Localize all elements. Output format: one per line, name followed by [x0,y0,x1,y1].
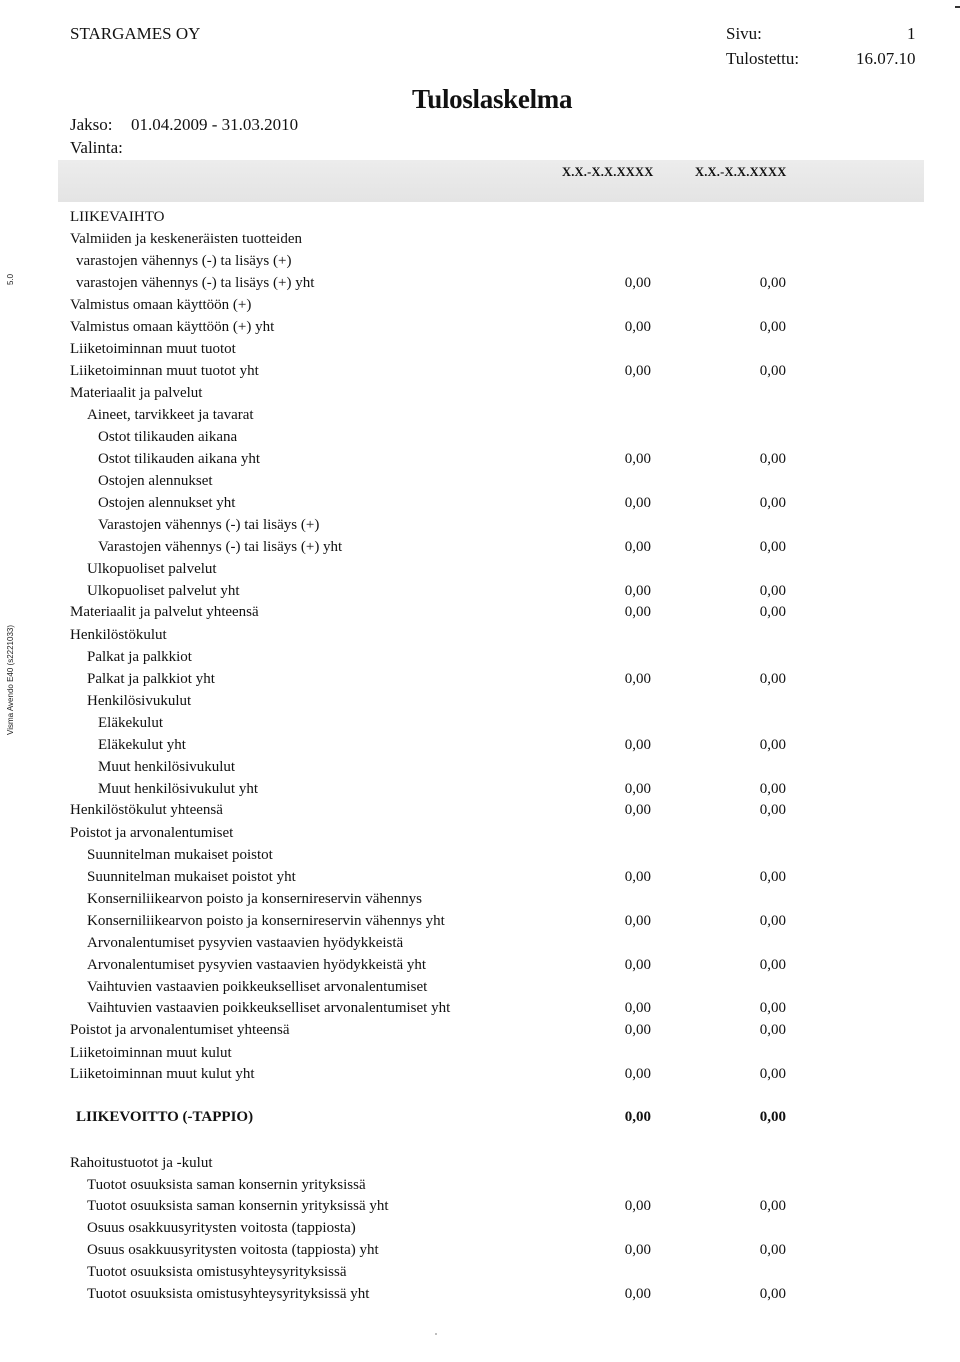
row-label: Varastojen vähennys (-) tai lisäys (+) [98,517,320,533]
statement-row [0,581,960,603]
row-value-current: 0,00 [624,275,651,291]
row-value-previous: 0,00 [759,539,786,555]
statement-row [0,911,960,933]
row-label: Suunnitelman mukaiset poistot [87,847,273,863]
row-label: Liiketoiminnan muut kulut [70,1045,232,1061]
row-value-current: 0,00 [624,957,651,973]
column-header-band [58,160,924,202]
statement-row [0,339,960,361]
statement-row [0,471,960,493]
printed-date: 16.07.10 [856,49,916,68]
statement-row [0,1043,960,1065]
row-label: Poistot ja arvonalentumiset [70,825,234,841]
row-value-previous: 0,00 [759,275,786,291]
statement-row [0,845,960,867]
row-label: Valmiiden ja keskeneräisten tuotteiden [70,231,303,247]
row-value-current: 0,00 [624,1022,651,1038]
row-label: Liiketoiminnan muut kulut yht [70,1066,255,1082]
row-label: Aineet, tarvikkeet ja tavarat [87,407,254,423]
row-label: Konserniliikearvon poisto ja konsernireservin vähennys yht [87,913,445,929]
column-header-previous: X.X.-X.X.XXXX [695,165,787,179]
selection-label: Valinta: [70,138,123,157]
statement-row [0,889,960,911]
row-label: Palkat ja palkkiot [87,649,192,665]
row-label: Ostojen alennukset yht [98,495,236,511]
statement-row [0,449,960,471]
row-label: Henkilösivukulut [87,693,192,709]
row-value-current: 0,00 [624,671,651,687]
statement-row [0,713,960,735]
row-value-current: 0,00 [624,495,651,511]
row-label: Ostot tilikauden aikana [98,429,238,445]
statement-row [0,295,960,317]
row-label: Liiketoiminnan muut tuotot yht [70,363,259,379]
row-value-previous: 0,00 [759,583,786,599]
row-label: Vaihtuvien vastaavien poikkeukselliset arvonalentumiset [87,979,428,995]
row-value-previous: 0,00 [759,319,786,335]
row-value-current: 0,00 [624,539,651,555]
statement-row [0,317,960,339]
statement-row [0,1240,960,1262]
statement-row [0,735,960,757]
row-value-current: 0,00 [624,583,651,599]
row-label: Konserniliikearvon poisto ja konsernireservin vähennys [87,891,422,907]
row-label: Ulkopuoliset palvelut yht [87,583,240,599]
statement-row [0,383,960,405]
statement-row [0,427,960,449]
statement-row [0,537,960,559]
row-label: Valmistus omaan käyttöön (+) yht [70,319,275,335]
row-label: Rahoitustuotot ja -kulut [70,1155,213,1171]
statement-row [0,1064,960,1086]
company-name: STARGAMES OY [70,24,201,43]
statement-row [0,602,960,624]
row-value-previous: 0,00 [759,1066,786,1082]
statement-row [0,1262,960,1284]
row-value-previous: 0,00 [759,781,786,797]
row-value-previous: 0,00 [759,737,786,753]
page-label: Sivu: [726,24,762,43]
row-value-current: 0,00 [624,1198,651,1214]
statement-row [0,933,960,955]
row-value-previous: 0,00 [759,1286,786,1302]
row-value-previous: 0,00 [759,1109,786,1125]
row-label: Eläkekulut [98,715,163,731]
statement-row [0,800,960,822]
row-value-current: 0,00 [624,1000,651,1016]
row-label: Osuus osakkuusyritysten voitosta (tappiosta) [87,1220,356,1236]
row-label: Henkilöstökulut [70,627,167,643]
statement-row [0,1284,960,1306]
statement-row [0,1196,960,1218]
row-value-previous: 0,00 [759,1022,786,1038]
row-label: Ostojen alennukset [98,473,213,489]
row-label: Poistot ja arvonalentumiset yhteensä [70,1022,290,1038]
row-label: Henkilöstökulut yhteensä [70,802,223,818]
row-label: LIIKEVOITTO (-TAPPIO) [76,1109,254,1125]
statement-row [0,361,960,383]
statement-row [0,669,960,691]
statement-row [0,977,960,999]
row-value-current: 0,00 [624,1109,651,1125]
statement-row [0,1175,960,1197]
row-value-current: 0,00 [624,1286,651,1302]
row-value-previous: 0,00 [759,1242,786,1258]
row-value-current: 0,00 [624,869,651,885]
statement-row [0,867,960,889]
statement-row [0,251,960,273]
row-label: Muut henkilösivukulut yht [98,781,259,797]
row-label: Tuotot osuuksista omistusyhteysyrityksissä [87,1264,347,1280]
column-header-current: X.X.-X.X.XXXX [562,165,654,179]
row-value-previous: 0,00 [759,363,786,379]
row-value-current: 0,00 [624,604,651,620]
statement-row [0,515,960,537]
row-value-current: 0,00 [624,1242,651,1258]
row-label: Tuotot osuuksista saman konsernin yrityksissä [87,1177,366,1193]
row-value-previous: 0,00 [759,671,786,687]
row-label: Vaihtuvien vastaavien poikkeukselliset arvonalentumiset yht [87,1000,451,1016]
row-label: Suunnitelman mukaiset poistot yht [87,869,296,885]
row-label: Osuus osakkuusyritysten voitosta (tappiosta) yht [87,1242,379,1258]
row-value-previous: 0,00 [759,451,786,467]
row-label: Materiaalit ja palvelut [70,385,203,401]
statement-row [0,493,960,515]
software-id: Visma Avendo E40 (s2221033) [6,624,15,735]
row-value-previous: 0,00 [759,913,786,929]
row-label: Arvonalentumiset pysyvien vastaavien hyödykkeistä yht [87,957,427,973]
page-edge-mark [955,6,960,8]
statement-row [0,647,960,669]
row-value-previous: 0,00 [759,802,786,818]
row-value-current: 0,00 [624,802,651,818]
period-value: 01.04.2009 - 31.03.2010 [131,115,299,134]
report-title: Tuloslaskelma [412,84,573,114]
row-value-previous: 0,00 [759,1000,786,1016]
statement-row [0,405,960,427]
statement-row [0,1153,960,1175]
statement-row [0,229,960,251]
statement-row [0,955,960,977]
statement-row [0,779,960,801]
row-value-previous: 0,00 [759,604,786,620]
row-value-previous: 0,00 [759,1198,786,1214]
row-label: Ulkopuoliset palvelut [87,561,217,577]
printed-label: Tulostettu: [726,49,800,68]
row-value-previous: 0,00 [759,495,786,511]
statement-row [0,691,960,713]
row-value-current: 0,00 [624,913,651,929]
row-value-current: 0,00 [624,781,651,797]
row-label: LIIKEVAIHTO [70,209,165,225]
row-value-current: 0,00 [624,319,651,335]
row-label: Tuotot osuuksista omistusyhteysyrityksissä yht [87,1286,370,1302]
statement-row [0,559,960,581]
row-value-previous: 0,00 [759,957,786,973]
row-label: Eläkekulut yht [98,737,186,753]
statement-row [0,207,960,229]
statement-row [0,823,960,845]
statement-row [0,998,960,1020]
row-value-current: 0,00 [624,451,651,467]
row-label: Ostot tilikauden aikana yht [98,451,261,467]
row-value-previous: 0,00 [759,869,786,885]
row-value-current: 0,00 [624,1066,651,1082]
row-label: varastojen vähennys (-) ta lisäys (+) [76,253,292,269]
row-value-current: 0,00 [624,737,651,753]
row-label: varastojen vähennys (-) ta lisäys (+) yht [76,275,315,291]
statement-row [0,625,960,647]
scan-speck [435,1333,437,1335]
statement-row [0,1107,960,1129]
row-label: Materiaalit ja palvelut yhteensä [70,604,259,620]
statement-row [0,1218,960,1240]
statement-row [0,273,960,295]
row-label: Arvonalentumiset pysyvien vastaavien hyödykkeistä [87,935,404,951]
row-label: Valmistus omaan käyttöön (+) [70,297,252,313]
row-label: Liiketoiminnan muut tuotot [70,341,236,357]
row-label: Muut henkilösivukulut [98,759,236,775]
row-label: Tuotot osuuksista saman konsernin yrityksissä yht [87,1198,389,1214]
period-label: Jakso: [70,115,113,134]
row-label: Varastojen vähennys (-) tai lisäys (+) yht [98,539,343,555]
statement-row [0,757,960,779]
statement-row [0,1020,960,1042]
page-number: 1 [907,24,916,43]
row-label: Palkat ja palkkiot yht [87,671,215,687]
software-version: 5.0 [6,273,15,285]
row-value-current: 0,00 [624,363,651,379]
